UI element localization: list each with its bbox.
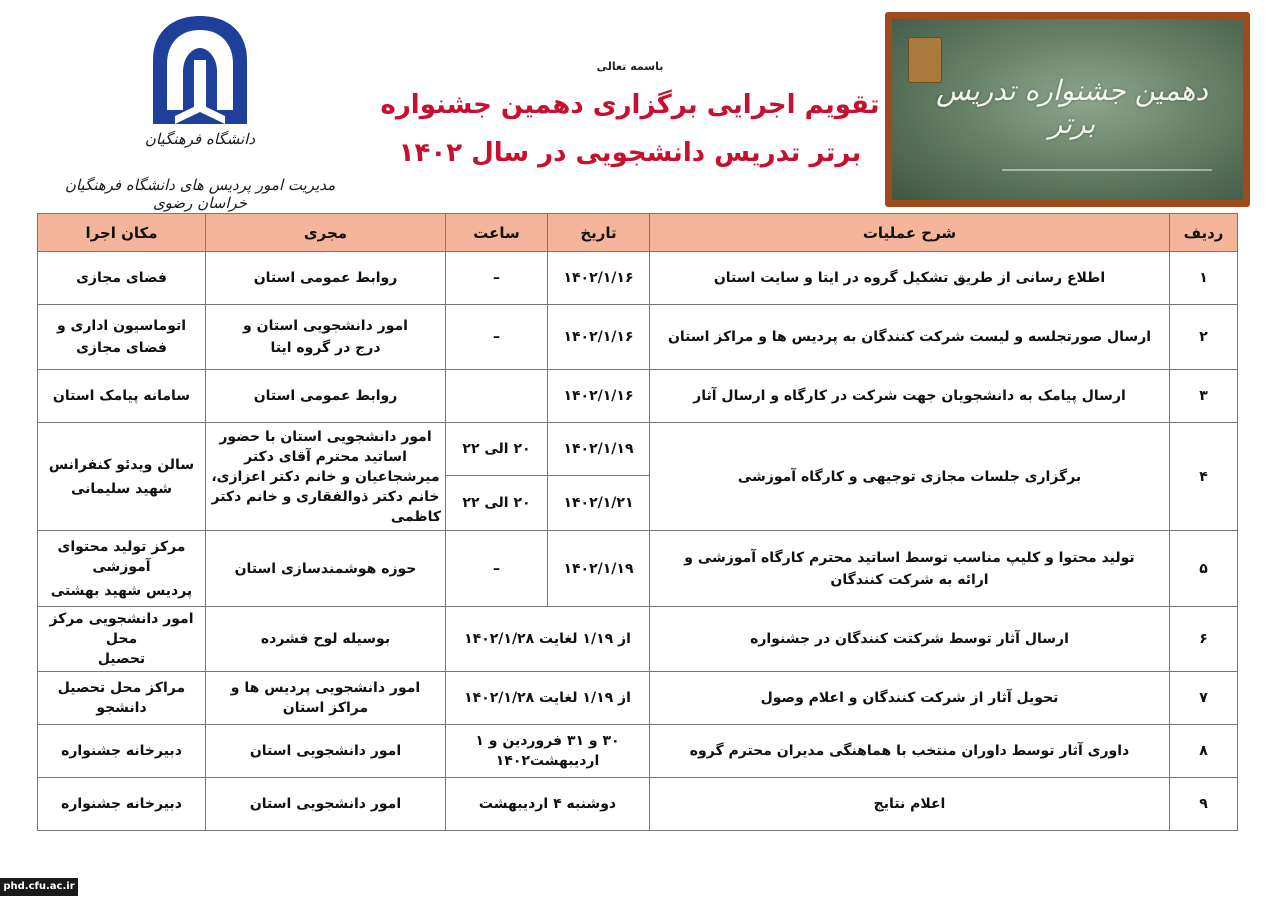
executor-line: درج در گروه ایتا (270, 340, 381, 356)
university-logo (40, 12, 360, 212)
row-number: ۷ (1170, 672, 1238, 725)
board-divider (1002, 169, 1212, 171)
festival-board-image (885, 12, 1250, 207)
row-time: – (446, 252, 548, 305)
row-executor: امور دانشجویی استان با حضور اساتید محترم آقای دکتر میرشجاعیان و خانم دکتر اعزازی، خانم دکتر ذوالفقاری و خانم دکتر کاظمی (206, 423, 446, 531)
row-number: ۵ (1170, 531, 1238, 607)
header-executor: مجری (206, 214, 446, 252)
row-executor: بوسیله لوح فشرده (206, 607, 446, 672)
executor-line: امور دانشجویی استان و (243, 318, 408, 334)
row-number: ۱ (1170, 252, 1238, 305)
row-executor (206, 305, 446, 370)
page-title-line2: برتر تدریس دانشجویی در سال ۱۴۰۲ (398, 138, 862, 168)
place-line: مرکز تولید محتوای آموزشی (57, 538, 186, 575)
row-place: سامانه پیامک استان (38, 370, 206, 423)
place-line: شهید سلیمانی (71, 480, 172, 497)
table-row (38, 531, 1238, 607)
place-line: تحصیل (97, 651, 146, 667)
board-calligraphy: دهمین جشنواره تدریس برتر (936, 74, 1208, 140)
row-number: ۹ (1170, 778, 1238, 831)
row-description: اطلاع رسانی از طریق تشکیل گروه در ایتا و سایت استان (650, 252, 1170, 305)
table-row (38, 725, 1238, 778)
row-number: ۸ (1170, 725, 1238, 778)
header-time: ساعت (446, 214, 548, 252)
row-executor: امور دانشجویی استان (206, 778, 446, 831)
place-line: امور دانشجویی مرکز محل (49, 611, 194, 647)
row-date-range: دوشنبه ۴ اردیبهشت (446, 778, 650, 831)
header-description: شرح عملیات (650, 214, 1170, 252)
row-executor: حوزه هوشمندسازی استان (206, 531, 446, 607)
bismillah: باسمه تعالی (596, 60, 664, 73)
row-number: ۴ (1170, 423, 1238, 531)
table-row (38, 252, 1238, 305)
university-name: دانشگاه فرهنگیان (144, 130, 256, 148)
header-date: تاریخ (548, 214, 650, 252)
row-number: ۲ (1170, 305, 1238, 370)
row-description: ارسال صورتجلسه و لیست شرکت کنندگان به پردیس ها و مراکز استان (650, 305, 1170, 370)
row-number: ۶ (1170, 607, 1238, 672)
row-description: اعلام نتایج (650, 778, 1170, 831)
row-date: ۱۴۰۲/۱/۱۶ (548, 370, 650, 423)
place-line: فضای مجازی (76, 340, 167, 356)
place-line: پردیس شهید بهشتی (50, 582, 193, 599)
header-row-number: ردیف (1170, 214, 1238, 252)
row-place: دبیرخانه جشنواره (38, 778, 206, 831)
university-subtitle: مدیریت امور پردیس های دانشگاه فرهنگیان خراسان رضوی (64, 176, 336, 212)
row-place (38, 531, 206, 607)
row-time: ۲۰ الی ۲۲ (446, 476, 548, 531)
row-place (38, 607, 206, 672)
row-time: – (446, 305, 548, 370)
row-date: ۱۴۰۲/۱/۱۶ (548, 305, 650, 370)
row-place (38, 305, 206, 370)
row-executor: امور دانشجویی پردیس ها و مراکز استان (206, 672, 446, 725)
row-date-range: از ۱/۱۹ لغایت ۱۴۰۲/۱/۲۸ (446, 607, 650, 672)
page-title-line1: تقویم اجرایی برگزاری دهمین جشنواره (380, 90, 880, 120)
table-row (38, 607, 1238, 672)
row-time: – (446, 531, 548, 607)
site-watermark: phd.cfu.ac.ir (0, 878, 78, 896)
row-place: مراکز محل تحصیل دانشجو (38, 672, 206, 725)
table-row (38, 305, 1238, 370)
row-description (650, 531, 1170, 607)
row-place (38, 423, 206, 531)
row-time: ۲۰ الی ۲۲ (446, 423, 548, 476)
description-line: تولید محتوا و کلیپ مناسب توسط اساتید محترم کارگاه آموزشی و (684, 549, 1135, 566)
row-date: ۱۴۰۲/۱/۱۹ (548, 423, 650, 476)
row-place: دبیرخانه جشنواره (38, 725, 206, 778)
row-time (446, 370, 548, 423)
row-date-range: از ۱/۱۹ لغایت ۱۴۰۲/۱/۲۸ (446, 672, 650, 725)
place-line: اتوماسیون اداری و (56, 318, 187, 334)
university-emblem-icon (145, 12, 255, 132)
row-date: ۱۴۰۲/۱/۱۹ (548, 531, 650, 607)
table-row (38, 423, 1238, 476)
row-date-range: ۳۰ و ۳۱ فروردین و ۱ اردیبهشت۱۴۰۲ (446, 725, 650, 778)
row-description: ارسال آثار توسط شرکتت کنندگان در جشنواره (650, 607, 1170, 672)
table-row (38, 672, 1238, 725)
row-number: ۳ (1170, 370, 1238, 423)
row-description: ارسال پیامک به دانشجویان جهت شرکت در کارگاه و ارسال آثار (650, 370, 1170, 423)
row-executor: روابط عمومی استان (206, 370, 446, 423)
header-place: مکان اجرا (38, 214, 206, 252)
row-description: داوری آثار توسط داوران منتخب با هماهنگی مدیران محترم گروه (650, 725, 1170, 778)
place-line: سالن ویدئو کنفرانس (48, 456, 195, 473)
description-line: ارائه به شرکت کنندگان (830, 571, 989, 588)
schedule-table (37, 213, 1238, 831)
row-date: ۱۴۰۲/۱/۱۶ (548, 252, 650, 305)
table-header-row (38, 214, 1238, 252)
table-row (38, 778, 1238, 831)
row-place: فضای مجازی (38, 252, 206, 305)
row-executor: امور دانشجویی استان (206, 725, 446, 778)
row-description: برگزاری جلسات مجازی توجیهی و کارگاه آموزشی (650, 423, 1170, 531)
title-block (380, 60, 880, 175)
row-executor: روابط عمومی استان (206, 252, 446, 305)
row-date: ۱۴۰۲/۱/۲۱ (548, 476, 650, 531)
row-description: تحویل آثار از شرکت کنندگان و اعلام وصول (650, 672, 1170, 725)
table-row (38, 370, 1238, 423)
